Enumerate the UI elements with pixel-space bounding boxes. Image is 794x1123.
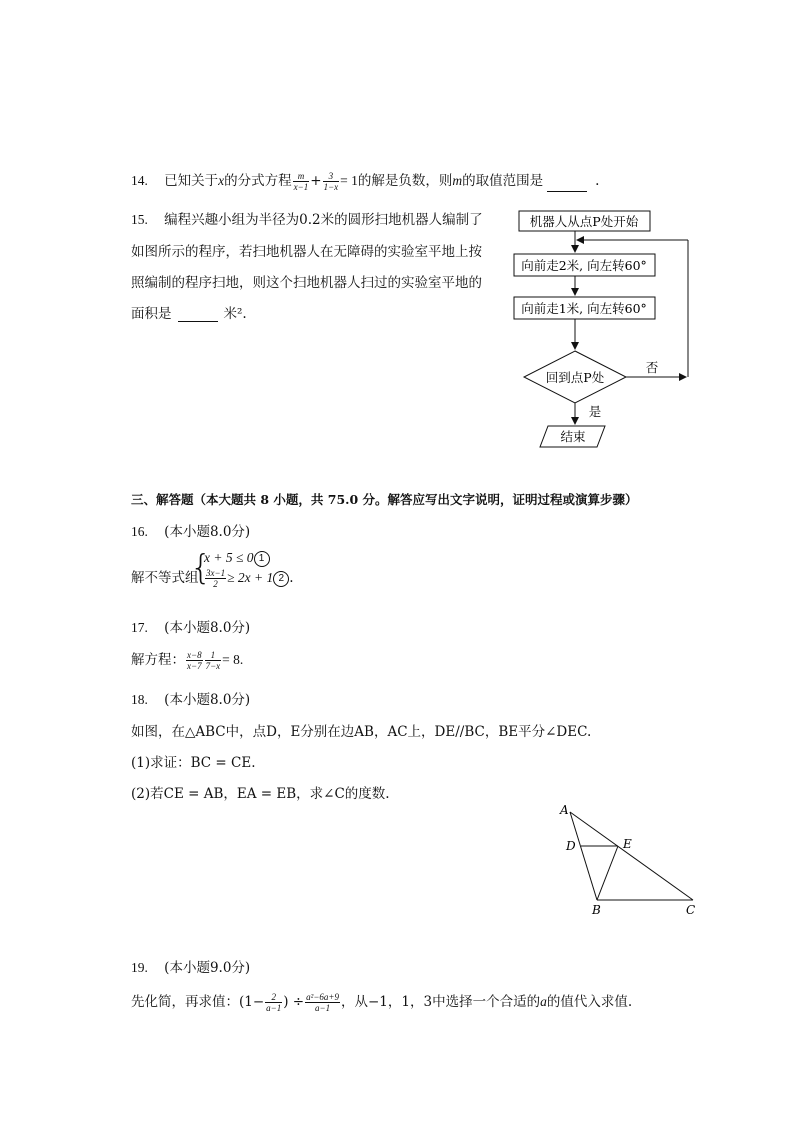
system-brace: { [190,548,212,588]
triangle-figure [555,800,705,920]
flow-decision-label: 回到点P处 [545,370,605,385]
inequality-1: x + 5 ≤ 0 1 [204,550,270,567]
vertex-label-A: A [560,803,569,817]
question-18-header [131,688,250,708]
question-16-lead: 解不等式组 [131,570,199,586]
flow-no-label: 否 [645,360,659,375]
question-number: 14. [131,173,148,188]
vertex-label-E: E [623,837,632,851]
question-15-line4: 面积是 米². [131,306,247,322]
fraction: $\frac{m}{x-1}$ [293,171,309,192]
question-18-part2: (2)若CE = AB，EA = EB，求∠C的度数. [131,786,390,802]
circled-number: 2 [273,571,289,587]
question-17-equation: 解方程： $\frac{x-8}{x-7}$ $\frac{1}{7-x}$ = 8. [131,650,244,671]
question-number: 19. [131,960,148,975]
question-number: 17. [131,620,148,635]
fraction: $\frac{3}{1-x}$ [323,171,339,192]
inequality-2: $\frac{3x-1}{2}$ ≥ 2x + 1 2 . [206,568,294,589]
question-18-part1: (1)求证：BC = CE. [131,755,256,771]
answer-blank [178,309,218,322]
fraction: $\frac{x-8}{x-7}$ [187,650,202,671]
vertex-label-B: B [592,903,601,917]
edge-AB [570,812,597,900]
question-18-stem: 如图，在△ABC中，点D，E分别在边AB，AC上，DE//BC，BE平分∠DEC. [131,724,592,740]
question-15-line3: 照编制的程序扫地，则这个扫地机器人扫过的实验室平地的 [131,275,482,291]
question-19-header [131,956,250,976]
question-14: 14. 已知关于x的分式方程 $\frac{m}{x-1}$ + $\frac{3}{1-x}$ = 1的解是负数，则m的取值范围是 . [131,171,600,192]
circled-number: 1 [254,551,270,567]
question-19-expression: 先化简，再求值：(1− $\frac{2}{a-1}$ ) ÷ $\frac{\text{a²−6a+9}}{a-1}$ ，从−1，1，3中选择一个合适的a的值代入求值. [131,992,633,1013]
flow-step1-label: 向前走2米, 向左转60° [521,258,647,273]
fraction: $\frac{2}{a-1}$ [266,992,282,1013]
question-number: 15. [131,212,148,227]
question-17-header [131,616,250,636]
segment-BE [597,846,618,900]
question-15-line1: 15. 编程兴趣小组为半径为0.2米的圆形扫地机器人编制了 [131,212,483,228]
question-16-header [131,520,250,540]
section-title: 三、解答题（本大题共 8 小题，共 75.0 分。解答应写出文字说明，证明过程或演算步骤） [131,492,638,507]
flowchart [500,200,700,455]
flow-yes-label: 是 [588,404,602,419]
score-note: (本小题8.0分) [164,620,251,636]
question-number: 18. [131,692,148,707]
score-note: (本小题9.0分) [164,960,251,976]
answer-blank [547,179,587,192]
flow-end-label: 结束 [560,429,586,444]
fraction: $\frac{\text{a²−6a+9}}{a-1}$ [306,992,339,1013]
vertex-label-D: D [566,839,576,853]
edge-AC [570,812,693,900]
question-number: 16. [131,524,148,539]
fraction: $\frac{1}{7-x}$ [205,650,221,671]
flow-step2-label: 向前走1米, 向左转60° [521,301,647,316]
fraction: $\frac{3x-1}{2}$ [206,568,226,589]
question-15-line2: 如图所示的程序，若扫地机器人在无障碍的实验室平地上按 [131,244,482,260]
score-note: (本小题8.0分) [164,692,251,708]
flow-start-label: 机器人从点P处开始 [529,214,639,229]
vertex-label-C: C [686,903,696,917]
score-note: (本小题8.0分) [164,524,251,540]
